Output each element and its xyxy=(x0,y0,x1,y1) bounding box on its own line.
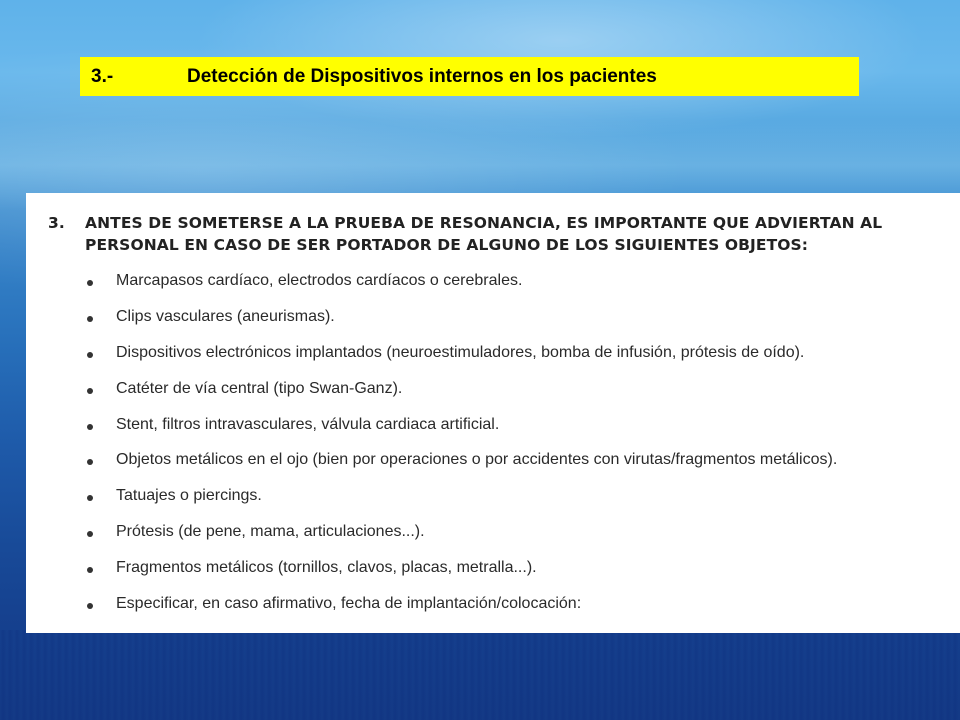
list-item xyxy=(26,559,960,599)
bullet-icon xyxy=(87,424,93,430)
object-list xyxy=(26,272,960,635)
document-panel xyxy=(26,193,960,633)
list-item xyxy=(26,379,960,420)
list-item xyxy=(26,343,960,384)
list-item-text: Especificar, en caso afirmativo, fecha de implantación/colocación: xyxy=(116,595,582,613)
list-item-text: Fragmentos metálicos (tornillos, clavos, placas, metralla...). xyxy=(116,559,537,577)
list-item xyxy=(26,595,960,635)
heading-text: ANTES DE SOMETERSE A LA PRUEBA DE RESONANCIA, ES IMPORTANTE QUE ADVIERTAN AL PERSONAL EN CASO DE SER PORTADOR DE ALGUNO DE LOS SIGUIENTES OBJETOS: xyxy=(85,214,883,254)
list-item-text: Marcapasos cardíaco, electrodos cardíacos o cerebrales. xyxy=(116,272,523,289)
slide-title-bar xyxy=(80,57,859,96)
list-item-text: Stent, filtros intravasculares, válvula cardiaca artificial. xyxy=(116,415,500,433)
bullet-icon xyxy=(87,352,93,358)
bullet-icon xyxy=(87,567,93,573)
list-item-text: Tatuajes o piercings. xyxy=(116,487,262,505)
background-forest-texture xyxy=(0,630,960,720)
list-item xyxy=(26,307,960,348)
heading-number: 3. xyxy=(48,214,65,232)
bullet-icon xyxy=(87,495,93,501)
bullet-icon xyxy=(87,603,93,609)
bullet-icon xyxy=(87,531,93,537)
bullet-icon xyxy=(87,280,93,286)
document-heading xyxy=(48,212,948,256)
list-item xyxy=(26,451,960,491)
list-item xyxy=(26,272,960,312)
bullet-icon xyxy=(87,388,93,394)
list-item xyxy=(26,523,960,563)
list-item-text: Objetos metálicos en el ojo (bien por operaciones o por accidentes con virutas/fragmentos metálicos). xyxy=(116,451,838,469)
list-item-text: Catéter de vía central (tipo Swan-Ganz). xyxy=(116,379,403,397)
list-item-text: Clips vasculares (aneurismas). xyxy=(116,307,335,325)
bullet-icon xyxy=(87,316,93,322)
list-item-text: Dispositivos electrónicos implantados (neuroestimuladores, bomba de infusión, prótesis de oído). xyxy=(116,343,805,361)
slide-number: 3.- xyxy=(91,65,114,87)
bullet-icon xyxy=(87,459,93,465)
slide-title: Detección de Dispositivos internos en los pacientes xyxy=(187,65,657,87)
list-item-text: Prótesis (de pene, mama, articulaciones...). xyxy=(116,523,425,541)
list-item xyxy=(26,487,960,527)
list-item xyxy=(26,415,960,456)
